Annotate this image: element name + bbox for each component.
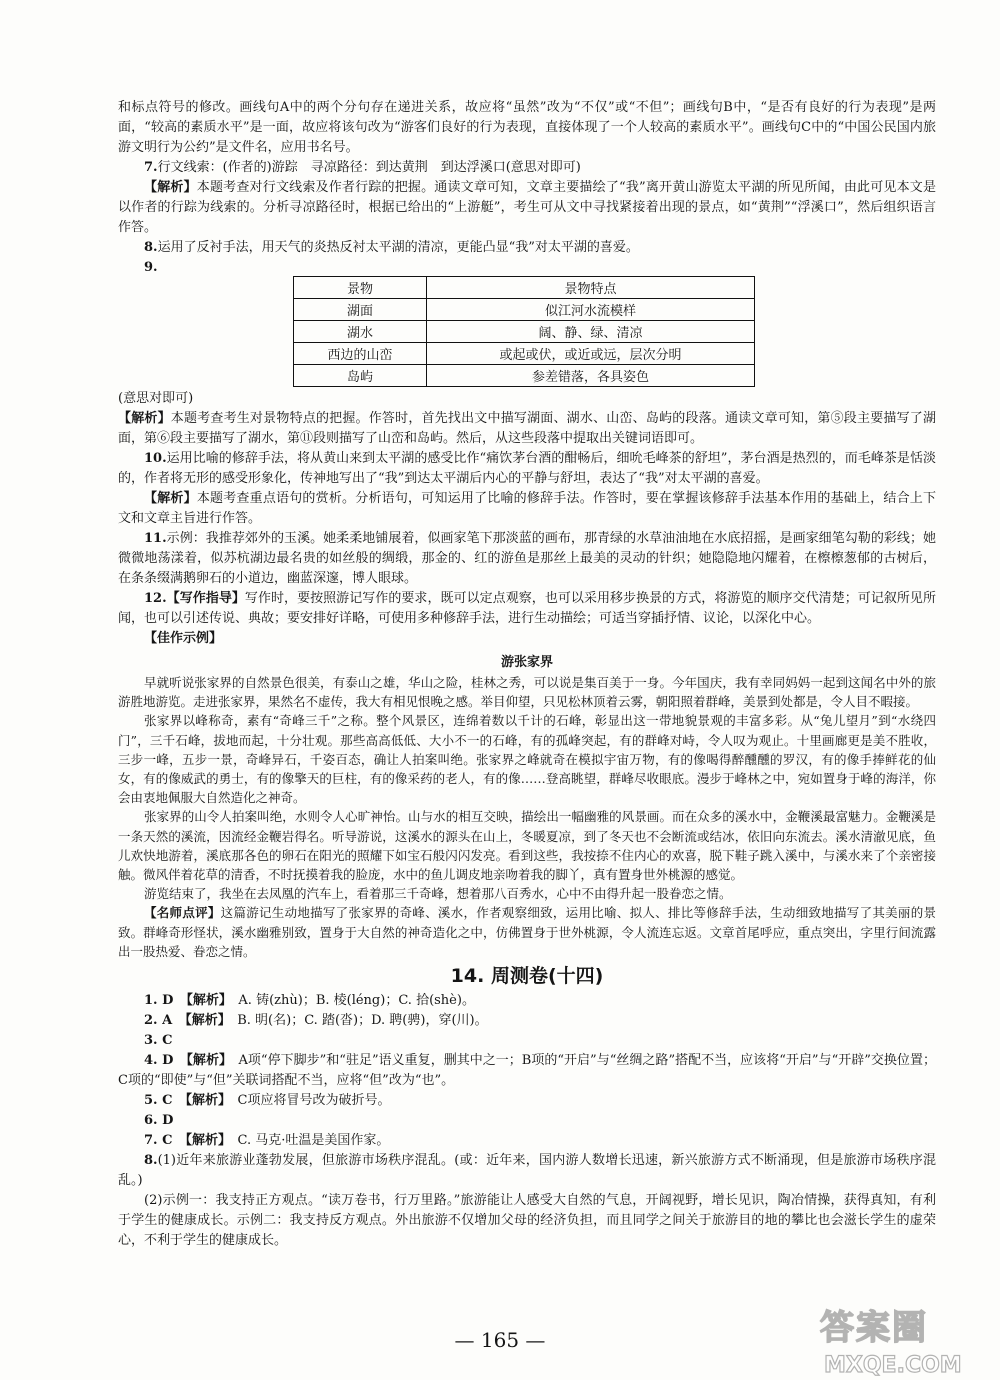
q11-answer: 11.示例：我推荐郊外的玉溪。她柔柔地铺展着，似画家笔下那淡蓝的画布，那青绿的水草油油地在水底招摇，是画家细笔勾勒的彩线；她微微地荡漾着，似苏杭湖边最名贵的如丝般的绸缎，那金的、红的游鱼是那丝上最美的灵动的针织；她隐隐地闪耀着，在檫檫葱郁的古树后，在条条缀满鹅卵石的小道边，幽蓝深邃，博人眼球。 [118,531,936,586]
watermark-url: MXQE.COM [824,1353,962,1378]
intro-text: 和标点符号的修改。画线句A中的两个分句存在递进关系，故应将“虽然”改为“不仅”或“不但”；画线句B中，“是否有良好的行为表现”是两面，“较高的素质水平”是一面，故应将该句改为“游客们良好的行为表现，直接体现了一个人较高的素质水平”。画线句C中的“中国公民国内旅游文明行为公约”是文件名，应用书名号。 [118,100,936,155]
table-row [294,365,755,387]
teacher-review: 【名师点评】这篇游记生动地描写了张家界的奇峰、溪水，作者观察细致，运用比喻、拟人、排比等修辞手法，生动细致地描写了其美丽的景致。群峰奇形怪状，溪水幽雅别致，置身于大自然的神奇造化之中，仿佛置身于世外桃源，令人流连忘返。文章首尾呼应，重点突出，字里行间流露出一股热爱、眷恋之情。 [118,905,936,959]
section-title: 14. 周测卷(十四) [450,965,604,988]
q7-analysis: 【解析】本题考查对行文线索及作者行踪的把握。通读文章可知，文章主要描绘了“我”离开黄山游览太平湖的所见所闻，由此可见本文是以作者的行踪为线索的。分析寻凉路径时，根据已给出的“上游艇”，考生可从文中寻找紧接着出现的景点，如“黄荆”“浮溪口”，然后组织语言作答。 [118,180,936,235]
q12-guide: 12.【写作指导】写作时，要按照游记写作的要求，既可以定点观察，也可以采用移步换景的方式，将游览的顺序交代清楚；可记叙所见所闻，也可以引述传说、典故；要安排好详略，可使用多种修辞手法，进行生动描绘；可适当穿插抒情、议论，以深化中心。 [118,591,936,626]
essay-paragraph: 早就听说张家界的自然景色很美，有泰山之雄，华山之险，桂林之秀，可以说是集百美于一身。今年国庆，我有幸同妈妈一起到这闻名中外的旅游胜地游览。走进张家界，果然名不虚传，我大有相见恨晚之感。举目仰望，只见松林顶着云雾，朝阳照着群峰，美景到处都是，令人目不暇接。 [118,675,936,710]
table-header: 景物 [294,277,427,299]
table-header: 景物特点 [427,277,755,299]
q7-number: 7. [144,160,158,175]
q8-answer: 8.运用了反衬手法，用天气的炎热反衬太平湖的清凉，更能凸显“我”对太平湖的喜爱。 [144,240,639,255]
table-cell: 阔、静、绿、清凉 [427,321,755,343]
watermark-logo [820,1300,986,1378]
answer-page [118,98,936,1251]
q9-note: (意思对即可) [118,391,194,406]
q10-analysis: 【解析】本题考查重点语句的赏析。分析语句，可知运用了比喻的修辞手法。作答时，要在掌握该修辞手法基本作用的基础上，结合上下文和文章主旨进行作答。 [118,491,936,526]
q8b-part2: (2)示例一：我支持正方观点。“读万卷书，行万里路。”旅游能让人感受大自然的气息，开阔视野，增长见识，陶冶情操，获得真知，有利于学生的健康成长。示例二：我支持反方观点。外出旅游不仅增加父母的经济负担，而且同学之间关于旅游目的地的攀比也会滋长学生的虚荣心，不利于学生的健康成长。 [118,1193,936,1249]
table-cell: 湖水 [294,321,427,343]
table-cell: 西边的山峦 [294,343,427,365]
q7-answer: 7.行文线索：(作者的)游踪 寻凉路径：到达黄荆 到达浮溪口(意思对即可) [144,160,581,175]
example-tag: 【佳作示例】 [144,631,223,646]
table-row [294,343,755,365]
answer-item: 1. D 【解析】 A. 铸(zhù)；B. 棱(léng)；C. 拾(shè)。 [144,993,475,1009]
essay-paragraph: 张家界的山令人拍案叫绝，水则令人心旷神怡。山与水的相互交映，描绘出一幅幽雅的风景画。而在众多的溪水中，金鞭溪最富魅力。金鞭溪是一条天然的溪流，因流经金鞭岩得名。听导游说，这溪水的源头在山上，冬暖夏凉，到了冬天也不会断流或结冰，依旧向东流去。溪水清澈见底，鱼儿欢快地游着，溪底那各色的卵石在阳光的照耀下如宝石般闪闪发亮。看到这些，我按捺不住内心的欢喜，脱下鞋子跳入溪中，与溪水来了个亲密接触。微风伴着花草的清香，不时抚摸着我的脸庞，水中的鱼儿调皮地亲吻着我的脚丫，真有置身世外桃源的感觉。 [118,809,936,883]
analysis-tag: 【解析】 [144,180,197,195]
table-cell: 似江河水流模样 [427,299,755,321]
q8b-part1: 8.(1)近年来旅游业蓬勃发展，但旅游市场秩序混乱。(或：近年来，国内游人数增长迅速，新兴旅游方式不断涌现，但是旅游市场秩序混乱。) [118,1153,936,1189]
table-cell: 参差错落，各具姿色 [427,365,755,387]
q9-number: 9. [144,260,158,275]
table-row [294,321,755,343]
table-cell: 湖面 [294,299,427,321]
table-cell: 或起或伏，或近或远，层次分明 [427,343,755,365]
q10-answer: 10.运用比喻的修辞手法，将从黄山来到太平湖的感受比作“痛饮茅台酒的酣畅后，细吮毛峰茶的舒坦”，茅台酒是热烈的，而毛峰茶是恬淡的，作者将无形的感受形象化，传神地写出了“我”到达太平湖后内心的平静与舒坦，表达了“我”对太平湖的喜爱。 [118,451,936,486]
q9-analysis: 【解析】本题考查考生对景物特点的把握。作答时，首先找出文中描写湖面、湖水、山峦、岛屿的段落。通读文章可知，第⑤段主要描写了湖面，第⑥段主要描写了湖水，第⑪段则描写了山峦和岛屿。然后，从这些段落中提取出关键词语即可。 [118,411,936,446]
watermark-logo-text: 答案圈 [820,1308,928,1348]
essay-paragraph: 张家界以峰称奇，素有“奇峰三千”之称。整个风景区，连绵着数以千计的石峰，彰显出这一带地貌景观的丰富多彩。从“兔儿望月”到“水绕四门”，三千石峰，拔地而起，十分壮观。那些高高低低、大小不一的石峰，有的孤峰突起，有的群峰对峙，令人叹为观止。十里画廊更是美不胜收，三步一峰，五步一景，奇峰异石，千姿百态，确让人拍案叫绝。张家界之峰就奇在模拟宇宙万物，有的像喝得醉醺醺的罗汉，有的像手捧鲜花的仙女，有的像威武的勇士，有的像擎天的巨柱，有的像采药的老人，有的像……登高眺望，群峰尽收眼底。漫步于峰林之中，宛如置身于峰的海洋，你会由衷地佩服大自然造化之神奇。 [118,713,936,806]
essay-paragraph: 游览结束了，我坐在去凤凰的汽车上，看着那三千奇峰，想着那八百秀水，心中不由得升起一股眷恋之情。 [144,886,732,902]
essay-title: 游张家界 [500,655,553,670]
answer-item: 6. D [144,1113,174,1129]
scenery-feature-table [293,276,755,387]
answer-item: 3. C [144,1033,173,1049]
answer-item: 4. D 【解析】 A项“停下脚步”和“驻足”语义重复，删其中之一；B项的“开启”与“丝绸之路”搭配不当，应该将“开启”与“开辟”交换位置；C项的“即使”与“但”关联词搭配不当，应将“但”改为“也”。 [118,1053,936,1089]
page-number: — 165 — [454,1328,546,1352]
table-row [294,299,755,321]
table-cell: 岛屿 [294,365,427,387]
table-header-row [294,277,755,299]
model-essay [118,673,936,961]
answer-item: 5. C 【解析】 C项应将冒号改为破折号。 [144,1093,391,1109]
answer-item: 2. A 【解析】 B. 明(名)；C. 踏(沓)；D. 聘(骋)，穿(川)。 [144,1013,488,1029]
answer-item: 7. C 【解析】 C. 马克·吐温是美国作家。 [144,1133,390,1149]
